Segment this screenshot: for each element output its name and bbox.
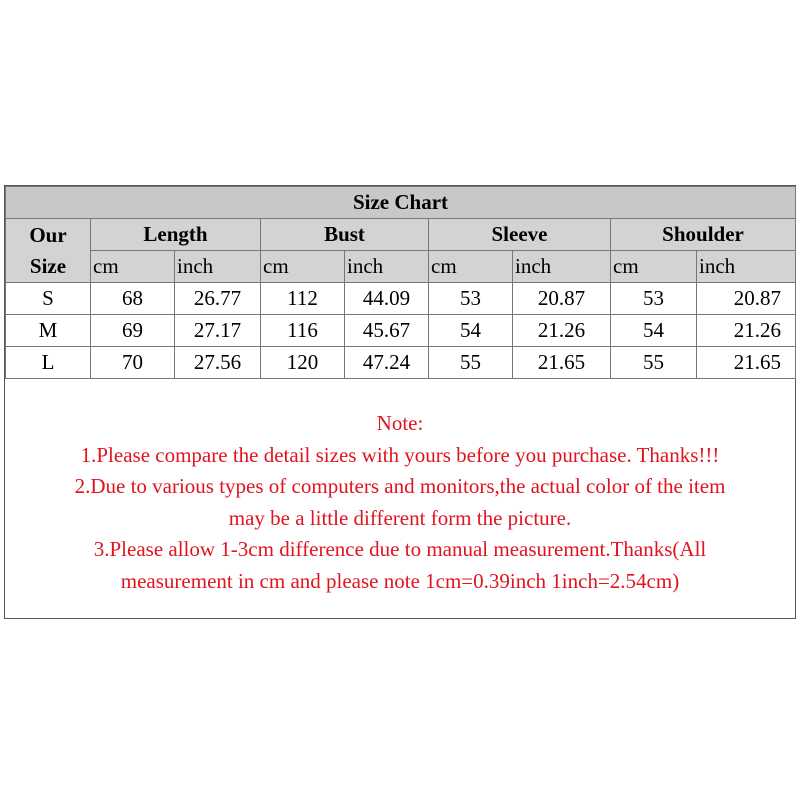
table-cell: 20.87 (513, 283, 611, 315)
table-cell: 27.17 (175, 315, 261, 347)
table-cell: 112 (261, 283, 345, 315)
column-header-sleeve: Sleeve (429, 219, 611, 251)
table-title: Size Chart (6, 187, 796, 219)
unit-cm: cm (429, 251, 513, 283)
size-header-line1: Our (29, 222, 67, 247)
unit-cm: cm (261, 251, 345, 283)
table-cell: 21.26 (513, 315, 611, 347)
title-row (6, 187, 796, 219)
table-row (6, 347, 796, 379)
table-cell: 120 (261, 347, 345, 379)
size-table (5, 186, 796, 379)
note-line: may be a little different form the picture. (228, 505, 572, 530)
table-cell: 53 (611, 283, 697, 315)
table-cell: 116 (261, 315, 345, 347)
table-cell: 55 (429, 347, 513, 379)
table-cell: 21.26 (697, 315, 796, 347)
note-block (5, 408, 795, 597)
unit-inch: inch (175, 251, 261, 283)
note-line: 2.Due to various types of computers and monitors,the actual color of the item (74, 474, 726, 498)
header-row (6, 219, 796, 251)
table-cell: 47.24 (345, 347, 429, 379)
table-cell: 54 (611, 315, 697, 347)
table-row (6, 315, 796, 347)
size-chart (4, 185, 796, 619)
table-cell: 27.56 (175, 347, 261, 379)
size-cell: L (6, 347, 91, 379)
table-cell: 54 (429, 315, 513, 347)
column-header-shoulder: Shoulder (611, 219, 796, 251)
column-header-length: Length (91, 219, 261, 251)
table-cell: 44.09 (345, 283, 429, 315)
size-header-line2: Size (29, 253, 67, 278)
table-cell: 21.65 (697, 347, 796, 379)
table-cell: 55 (611, 347, 697, 379)
unit-inch: inch (345, 251, 429, 283)
unit-cm: cm (91, 251, 175, 283)
table-cell: 70 (91, 347, 175, 379)
size-cell: M (6, 315, 91, 347)
note-line: 1.Please compare the detail sizes with yours before you purchase. Thanks!!! (80, 442, 720, 467)
size-cell: S (6, 283, 91, 315)
unit-inch: inch (513, 251, 611, 283)
note-line: measurement in cm and please note 1cm=0.39inch 1inch=2.54cm) (120, 568, 680, 593)
table-cell: 69 (91, 315, 175, 347)
unit-inch: inch (697, 251, 796, 283)
note-line: 3.Please allow 1-3cm difference due to manual measurement.Thanks(All (93, 537, 707, 561)
table-cell: 45.67 (345, 315, 429, 347)
size-column-header (6, 219, 91, 283)
table-cell: 68 (91, 283, 175, 315)
note-heading: Note: (376, 411, 424, 435)
table-cell: 20.87 (697, 283, 796, 315)
table-cell: 53 (429, 283, 513, 315)
column-header-bust: Bust (261, 219, 429, 251)
unit-cm: cm (611, 251, 697, 283)
table-cell: 21.65 (513, 347, 611, 379)
table-row (6, 283, 796, 315)
table-cell: 26.77 (175, 283, 261, 315)
unit-row (6, 251, 796, 283)
